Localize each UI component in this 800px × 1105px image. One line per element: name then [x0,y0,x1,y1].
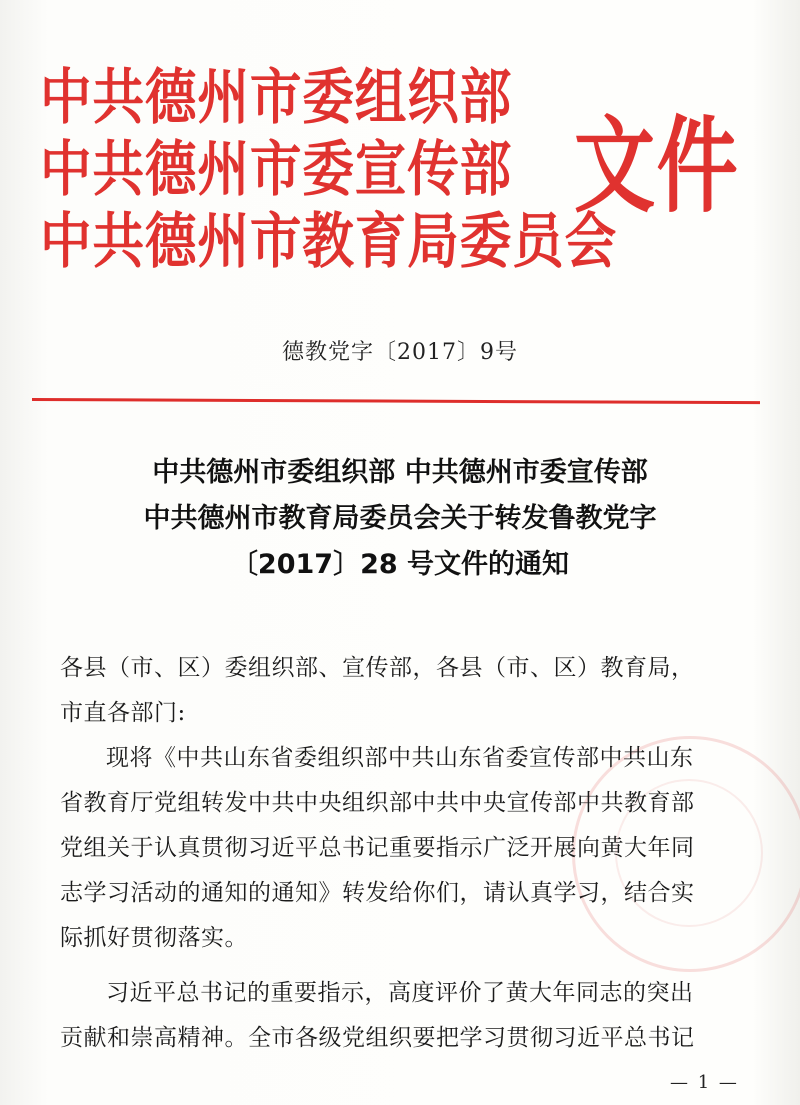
document-body [60,646,740,1061]
document-word: 文件 [574,105,740,227]
body-line: 贡献和崇高精神。全市各级党组织要把学习贯彻习近平总书记 [60,1025,695,1051]
body-line: 各县（市、区）委组织部、宣传部，各县（市、区）教育局， [60,655,695,681]
body-line: 习近平总书记的重要指示，高度评价了黄大年同志的突出 [106,980,694,1006]
body-line: 省教育厅党组转发中共中央组织部中共中央宣传部中共教育部 [60,790,695,816]
document-number: 德教党字〔2017〕9号 [282,340,518,365]
body-line: 志学习活动的通知的通知》转发给你们，请认真学习，结合实 [60,880,695,906]
issuer-line: 中共德州市委组织部 [40,63,513,133]
body-line: 际抓好贯彻落实。 [60,925,248,951]
body-line: 党组关于认真贯彻习近平总书记重要指示广泛开展向黄大年同 [60,835,695,861]
issuer-line: 中共德州市委宣传部 [40,135,513,205]
body-line: 市直各部门: [60,700,186,726]
document-title [40,450,760,588]
title-line: 中共德州市教育局委员会关于转发鲁教党字 [143,503,657,534]
paragraph-gap [60,961,740,971]
red-divider [32,398,760,404]
page-number: — 1 — [670,1072,739,1093]
body-line: 现将《中共山东省委组织部中共山东省委宣传部中共山东 [106,745,694,771]
masthead [40,62,760,292]
title-line: 中共德州市委组织部 中共德州市委宣传部 [152,457,648,488]
title-line: 〔2017〕28 号文件的通知 [230,549,570,580]
issuer-line: 中共德州市教育局委员会 [40,207,618,277]
